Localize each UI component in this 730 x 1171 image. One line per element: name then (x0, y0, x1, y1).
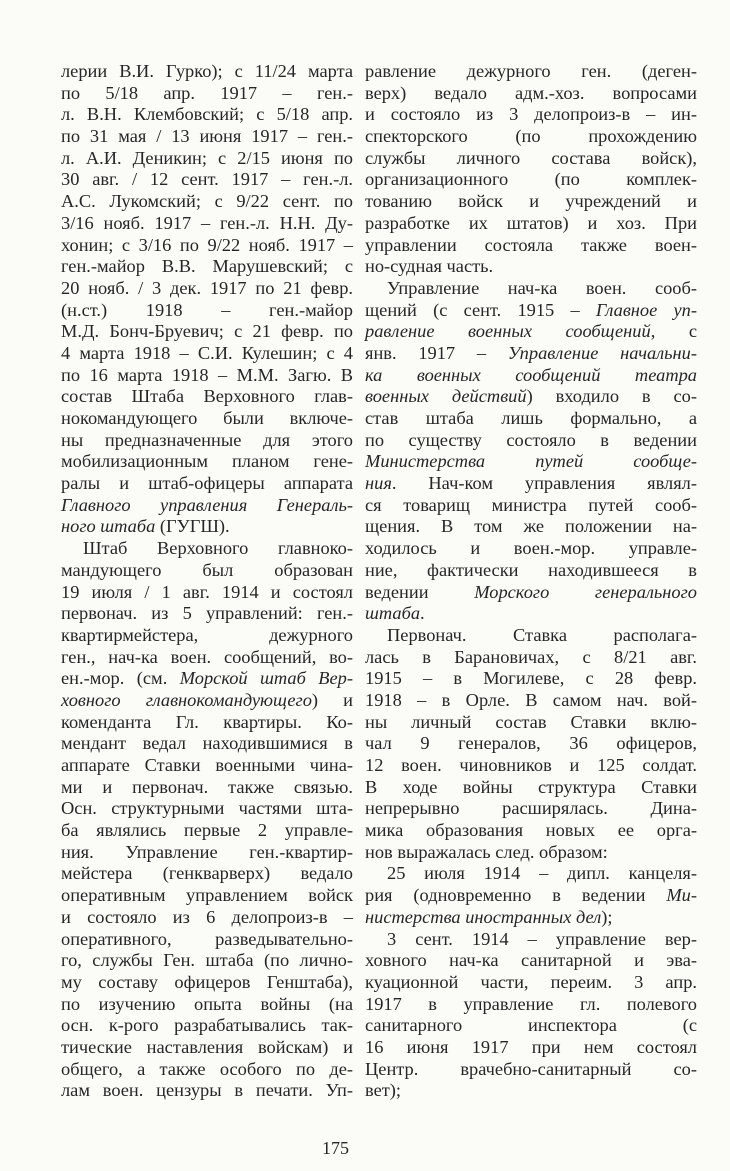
text-line (61, 733, 353, 755)
text-segment: рия (одновременно в ведении (365, 885, 667, 906)
text-segment: ) и (311, 689, 353, 710)
text-segment: мандующего был образован (61, 559, 353, 580)
text-line (61, 408, 353, 430)
text-segment: мика образования новых ее орга- (365, 820, 697, 841)
text-line (61, 343, 353, 365)
text-line (61, 256, 353, 278)
text-line (61, 668, 353, 690)
italic-text-segment: Морской штаб Вер- (179, 668, 353, 689)
text-line (61, 83, 353, 105)
text-line (365, 235, 697, 257)
text-line (365, 603, 697, 625)
text-line (61, 820, 353, 842)
text-segment: тованию войск и учреждений и (365, 191, 697, 212)
text-segment: мендант ведал находившимися в (61, 733, 353, 754)
text-segment: куационной части, переим. 3 апр. (365, 971, 697, 992)
text-line (61, 798, 353, 820)
text-line (61, 1059, 353, 1081)
text-segment: ) входило в со- (526, 386, 698, 407)
text-segment: 3 сент. 1914 – управление вер- (387, 928, 697, 949)
text-segment: ба являлись первые 2 управле- (61, 820, 353, 841)
text-line (61, 647, 353, 669)
text-line (365, 256, 697, 278)
text-segment: (н.ст.) 1918 – ген.-майор (61, 299, 353, 320)
text-line (61, 885, 353, 907)
text-segment: Осн. структурными частями шта- (61, 798, 353, 819)
italic-text-segment: ного штаба (61, 516, 156, 537)
text-line (61, 603, 353, 625)
text-segment: ралы и штаб-офицеры аппарата (61, 473, 353, 494)
text-segment: равление дежурного ген. (деген- (365, 61, 697, 81)
text-line (365, 994, 697, 1016)
text-segment: спекторского (по прохождению (365, 126, 697, 147)
text-segment: щения. В том же положении на- (365, 516, 697, 537)
text-segment: нов выражалась след. образом: (365, 841, 608, 862)
italic-text-segment: равление военных сообщений (365, 321, 651, 342)
text-line (365, 712, 697, 734)
text-line (61, 191, 353, 213)
text-line (61, 907, 353, 929)
text-segment: квартирмейстера, дежурного (61, 624, 353, 645)
text-segment: 20 нояб. / 3 дек. 1917 по 21 февр. (61, 277, 353, 298)
text-line (365, 560, 697, 582)
text-segment: непрерывно расширялась. Дина- (365, 798, 697, 819)
italic-text-segment: ка военных сообщений театра (365, 364, 697, 385)
text-segment: 3/16 нояб. 1917 – ген.-л. Н.Н. Ду- (61, 212, 353, 233)
text-line (365, 950, 697, 972)
text-line (365, 191, 697, 213)
text-segment: лам воен. цензуры в печати. Уп- (61, 1080, 353, 1101)
text-segment: 25 июля 1914 – дипл. канцеля- (387, 863, 697, 884)
text-segment: став штаба лишь формально, а (365, 408, 697, 428)
text-line (61, 235, 353, 257)
text-segment: ми и первонач. также связью. (61, 776, 353, 797)
text-segment: общего, а также особого по де- (61, 1058, 353, 1079)
text-line (365, 495, 697, 517)
text-segment: ны личный состав Ставки вклю- (365, 711, 697, 732)
text-line (365, 104, 697, 126)
text-line (365, 625, 697, 647)
text-segment: мобилизационным планом гене- (61, 451, 353, 472)
text-segment: ние, фактически находившееся в (365, 559, 697, 580)
text-line (365, 582, 697, 604)
page-number: 175 (322, 1138, 349, 1158)
text-line (61, 929, 353, 951)
text-segment: му составу офицеров Генштаба), (61, 971, 353, 992)
text-segment: ны предназначенные для этого (61, 429, 353, 450)
text-column-right (365, 61, 697, 1102)
text-segment: по 5/18 апр. 1917 – ген.- (61, 82, 353, 103)
text-segment: го, службы Ген. штаба (по лично- (61, 950, 353, 971)
text-segment: ген., нач-ка воен. сообщений, во- (61, 646, 353, 667)
text-line (365, 907, 697, 929)
text-line (365, 61, 697, 83)
italic-text-segment: нистерства иностранных дел (365, 906, 602, 927)
text-segment: ния. Управление ген.-квартир- (61, 841, 353, 862)
text-segment: по существу состояло в ведении (365, 429, 697, 450)
text-line (61, 1015, 353, 1037)
text-line (61, 690, 353, 712)
text-segment: 1917 в управление гл. полевого (365, 993, 697, 1014)
text-line (365, 733, 697, 755)
text-segment: 12 воен. чиновников и 125 солдат. (365, 755, 697, 775)
text-segment: оперативного, разведывательно- (61, 928, 353, 949)
text-segment: верх) ведало адм.-хоз. вопросами (365, 82, 697, 103)
text-line (365, 516, 697, 538)
italic-text-segment: Главное уп- (595, 299, 698, 320)
text-segment: лерии В.И. Гурко); с 11/24 марта (61, 61, 353, 81)
text-segment: (ГУГШ). (155, 516, 230, 537)
text-segment: 1915 – в Могилеве, с 28 февр. (365, 668, 697, 689)
text-segment: первонач. из 5 управлений: ген.- (61, 603, 353, 624)
text-line (365, 820, 697, 842)
text-line (365, 126, 697, 148)
text-segment: В ходе войны структура Ставки (365, 776, 697, 797)
text-segment: ведении (365, 581, 475, 602)
text-line (61, 842, 353, 864)
text-line (365, 365, 697, 387)
text-segment: чал 9 генералов, 36 офицеров, (365, 733, 697, 754)
text-segment: 4 марта 1918 – С.И. Кулешин; с 4 (61, 342, 353, 363)
text-line (61, 950, 353, 972)
text-segment: по 31 мая / 13 июня 1917 – ген.- (61, 126, 353, 147)
text-line (365, 1015, 697, 1037)
text-line (61, 126, 353, 148)
text-line (365, 430, 697, 452)
text-segment: 16 июня 1917 при нем состоял (365, 1036, 697, 1057)
text-segment: . Нач-ком управления являл- (391, 473, 697, 494)
text-line (61, 365, 353, 387)
text-segment: управлении состояла также воен- (365, 234, 697, 255)
text-segment: 19 июля / 1 авг. 1914 и состоял (61, 581, 353, 602)
text-segment: Центр. врачебно-санитарный со- (365, 1058, 697, 1079)
text-line (61, 994, 353, 1016)
text-segment: и состояло из 3 делопроиз-в – ин- (365, 104, 697, 125)
text-segment: Штаб Верховного главноко- (83, 538, 353, 559)
text-line (61, 712, 353, 734)
text-line (61, 972, 353, 994)
text-segment: Управление нач-ка воен. сооб- (387, 277, 697, 298)
text-line (61, 560, 353, 582)
text-line (365, 148, 697, 170)
text-segment: оперативным управлением войск (61, 885, 353, 906)
text-segment: но-судная часть. (365, 256, 494, 277)
text-segment: и состояло из 6 делопроиз-в – (61, 906, 353, 927)
text-segment: ся товарищ министра путей сооб- (365, 494, 697, 515)
text-line (365, 408, 697, 430)
text-line (61, 755, 353, 777)
text-line (365, 798, 697, 820)
text-line (61, 278, 353, 300)
text-segment: санитарного инспектора (с (365, 1015, 697, 1036)
text-segment: по изучению опыта войны (на (61, 993, 353, 1014)
text-segment: . (420, 603, 425, 624)
text-line (365, 842, 697, 864)
text-line (365, 690, 697, 712)
text-line (365, 321, 697, 343)
text-segment: состав Штаба Верховного глав- (61, 386, 353, 407)
text-line (61, 148, 353, 170)
text-line (61, 300, 353, 322)
text-line (61, 104, 353, 126)
text-line (365, 863, 697, 885)
text-segment: вет); (365, 1080, 402, 1101)
text-segment: ховного нач-ка санитарной и эва- (365, 950, 697, 971)
text-segment: тические наставления войскам) и (61, 1036, 353, 1057)
text-line (61, 61, 353, 83)
text-line (61, 516, 353, 538)
text-segment: аппарате Ставки военными чина- (61, 755, 353, 775)
text-segment: щений (с сент. 1915 – (365, 299, 596, 320)
italic-text-segment: ховного главнокомандующего (61, 689, 312, 710)
text-line (365, 668, 697, 690)
text-line (365, 538, 697, 560)
text-line (365, 278, 697, 300)
text-line (365, 213, 697, 235)
italic-text-segment: Ми- (666, 885, 697, 906)
italic-text-segment: Морского генерального (474, 581, 697, 602)
italic-text-segment: Управление начальни- (507, 342, 697, 363)
text-line (365, 83, 697, 105)
text-line (61, 863, 353, 885)
italic-text-segment: Главного управления Генераль- (61, 494, 353, 515)
text-column-left (61, 61, 353, 1102)
text-segment: организационного (по комплек- (365, 169, 697, 190)
text-line (365, 169, 697, 191)
text-line (61, 625, 353, 647)
text-line (365, 1059, 697, 1081)
text-line (61, 582, 353, 604)
text-line (61, 451, 353, 473)
italic-text-segment: ния (365, 473, 392, 494)
text-segment: нокомандующего были включе- (61, 408, 353, 428)
text-segment: лась в Барановичах, с 8/21 авг. (365, 646, 697, 667)
text-segment: хонин; с 3/16 по 9/22 нояб. 1917 – (61, 234, 353, 255)
text-line (365, 386, 697, 408)
italic-text-segment: Министерства путей сообще- (365, 451, 697, 472)
text-segment: А.С. Лукомский; с 9/22 сент. по (61, 191, 353, 212)
text-line (365, 647, 697, 669)
text-segment: службы личного состава войск), (365, 147, 697, 168)
text-segment: ген.-майор В.В. Марушевский; с (61, 256, 353, 277)
italic-text-segment: военных действий (365, 386, 527, 407)
text-line (61, 169, 353, 191)
text-segment: коменданта Гл. квартиры. Ко- (61, 711, 353, 732)
text-segment: л. В.Н. Клембовский; с 5/18 апр. (61, 104, 353, 125)
text-segment: разработке их штатов) и хоз. При (365, 212, 697, 233)
text-line (365, 885, 697, 907)
text-line (365, 972, 697, 994)
text-segment: л. А.И. Деникин; с 2/15 июня по (61, 147, 353, 168)
text-segment: 1918 – в Орле. В самом нач. вой- (365, 689, 697, 710)
text-line (365, 300, 697, 322)
text-line (61, 473, 353, 495)
text-segment: янв. 1917 – (365, 342, 508, 363)
text-line (61, 386, 353, 408)
text-line (365, 1080, 697, 1102)
text-segment: ен.-мор. (см. (61, 668, 180, 689)
text-segment: 30 авг. / 12 сент. 1917 – ген.-л. (61, 169, 353, 190)
text-segment: М.Д. Бонч-Бруевич; с 21 февр. по (61, 321, 353, 342)
text-segment: ходилось и воен.-мор. управле- (365, 538, 697, 559)
text-segment: Первонач. Ставка располага- (387, 624, 697, 645)
text-line (61, 321, 353, 343)
text-segment: по 16 марта 1918 – М.М. Загю. В (61, 364, 353, 385)
text-line (61, 1037, 353, 1059)
text-line (365, 755, 697, 777)
text-segment: мейстера (генкварверх) ведало (61, 863, 353, 884)
text-segment: ); (601, 906, 613, 927)
text-line (61, 495, 353, 517)
text-line (61, 777, 353, 799)
text-line (61, 538, 353, 560)
italic-text-segment: штаба (365, 603, 421, 624)
text-line (365, 451, 697, 473)
text-line (61, 1080, 353, 1102)
text-line (365, 343, 697, 365)
text-segment: осн. к-рого разрабатывались так- (61, 1015, 353, 1036)
text-line (61, 430, 353, 452)
text-line (365, 929, 697, 951)
text-line (61, 213, 353, 235)
text-line (365, 473, 697, 495)
text-line (365, 777, 697, 799)
text-segment: , с (650, 321, 697, 342)
text-line (365, 1037, 697, 1059)
